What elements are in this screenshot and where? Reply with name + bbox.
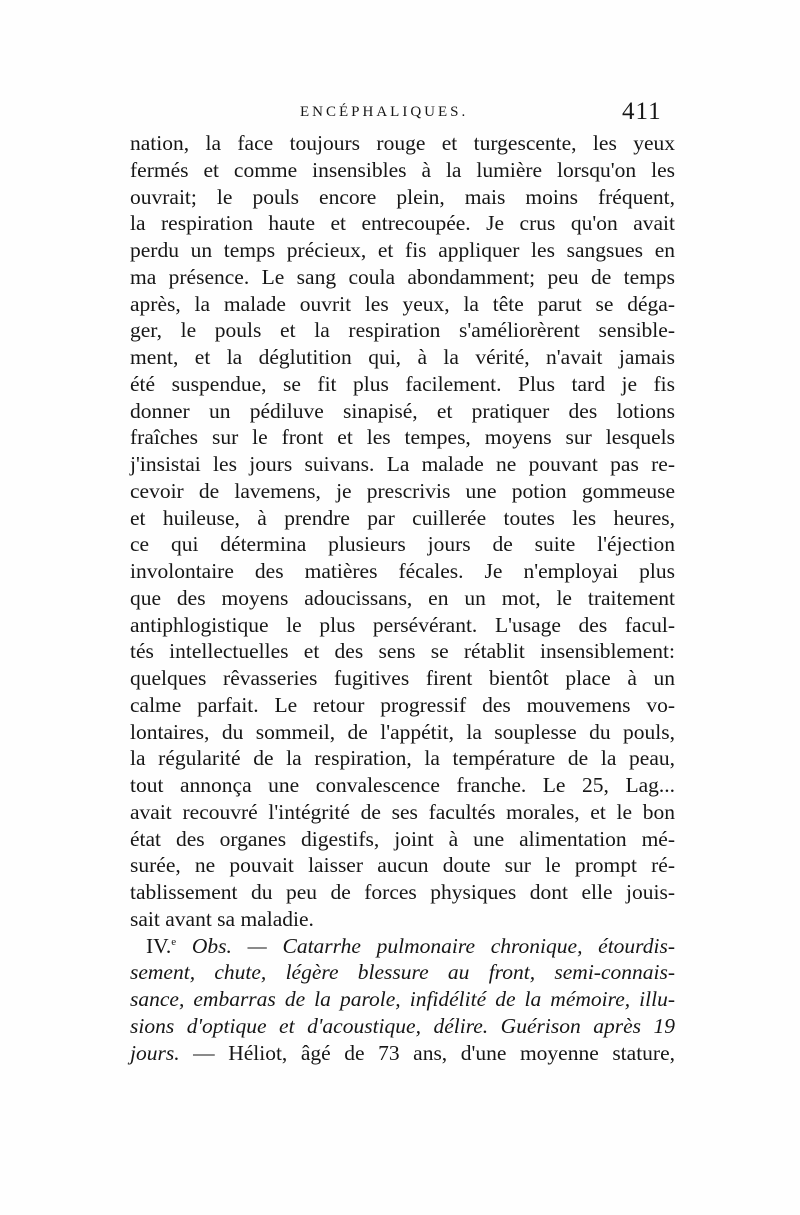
observation-title-line: sions d'optique et d'acoustique, délire. Guérison après 19	[130, 1013, 675, 1038]
observation-heading	[130, 933, 675, 960]
observation-number: IV.	[146, 933, 172, 958]
observation-text: — Héliot, âgé de 73 ans, d'une moyenne stature,	[179, 1040, 675, 1065]
text-line: nation, la face toujours rouge et turgescente, les yeux	[130, 131, 675, 155]
text-line: surée, ne pouvait laisser aucun doute sur le prompt ré-	[130, 853, 675, 878]
text-line: état des organes digestifs, joint à une alimentation mé-	[130, 826, 675, 851]
observation-text-line	[130, 1040, 675, 1067]
text-line: été suspendue, se fit plus facilement. Plus tard je fis	[130, 371, 675, 396]
observation-label: Obs.	[191, 933, 232, 958]
text-line: fraîches sur le front et les tempes, moyens sur lesquels	[130, 425, 675, 450]
text-line: tés intellectuelles et des sens se rétablit insensiblement:	[130, 639, 675, 664]
observation-title: — Catarrhe pulmonaire chronique, étourdis-	[231, 933, 675, 958]
observation-title-line: sement, chute, légère blessure au front, semi-connais-	[130, 960, 675, 985]
observation-title-end: jours.	[130, 1040, 180, 1065]
text-line: donner un pédiluve sinapisé, et pratiquer des lotions	[130, 398, 675, 423]
text-line: j'insistai les jours suivans. La malade ne pouvant pas re-	[130, 452, 675, 476]
text-line: ment, et la déglutition qui, à la vérité, n'avait jamais	[130, 345, 675, 369]
text-line: involontaire des matières fécales. Je n'employai plus	[130, 559, 675, 583]
running-head: ENCÉPHALIQUES.	[300, 104, 469, 120]
text-line: et huileuse, à prendre par cuillerée toutes les heures,	[130, 505, 675, 530]
body-text	[130, 130, 675, 1066]
text-line: ma présence. Le sang coula abondamment; peu de temps	[130, 264, 675, 289]
text-line: lontaires, du sommeil, de l'appétit, la souplesse du pouls,	[130, 719, 675, 744]
text-line: ce qui détermina plusieurs jours de suite l'éjection	[130, 532, 675, 557]
text-line: quelques rêvasseries fugitives firent bientôt place à un	[130, 666, 675, 690]
text-line: perdu un temps précieux, et fis appliquer les sangsues en	[130, 238, 675, 262]
text-line: ouvrait; le pouls encore plein, mais moins fréquent,	[130, 184, 675, 209]
observation-title-line: sance, embarras de la parole, infidélité de la mémoire, illu-	[130, 987, 675, 1011]
text-line: la respiration haute et entrecoupée. Je crus qu'on avait	[130, 211, 675, 236]
observation-number-suffix: e	[171, 935, 177, 948]
text-line: tablissement du peu de forces physiques dont elle jouis-	[130, 880, 675, 904]
text-line: calme parfait. Le retour progressif des mouvemens vo-	[130, 692, 675, 717]
text-line: ger, le pouls et la respiration s'améliorèrent sensible-	[130, 318, 675, 343]
page-header	[0, 98, 800, 128]
text-line: la régularité de la respiration, la température de la peau,	[130, 746, 675, 771]
page-number: 411	[622, 98, 662, 125]
text-line: tout annonça une convalescence franche. Le 25, Lag...	[130, 773, 675, 797]
text-line: antiphlogistique le plus persévérant. L'usage des facul-	[130, 612, 675, 637]
text-line: avait recouvré l'intégrité de ses facultés morales, et le bon	[130, 799, 675, 824]
text-line: fermés et comme insensibles à la lumière lorsqu'on les	[130, 157, 675, 182]
text-line: que des moyens adoucissans, en un mot, le traitement	[130, 585, 675, 610]
text-line: après, la malade ouvrit les yeux, la tête parut se déga-	[130, 291, 675, 316]
text-line: sait avant sa maladie.	[130, 906, 314, 931]
text-line: cevoir de lavemens, je prescrivis une potion gommeuse	[130, 478, 675, 503]
